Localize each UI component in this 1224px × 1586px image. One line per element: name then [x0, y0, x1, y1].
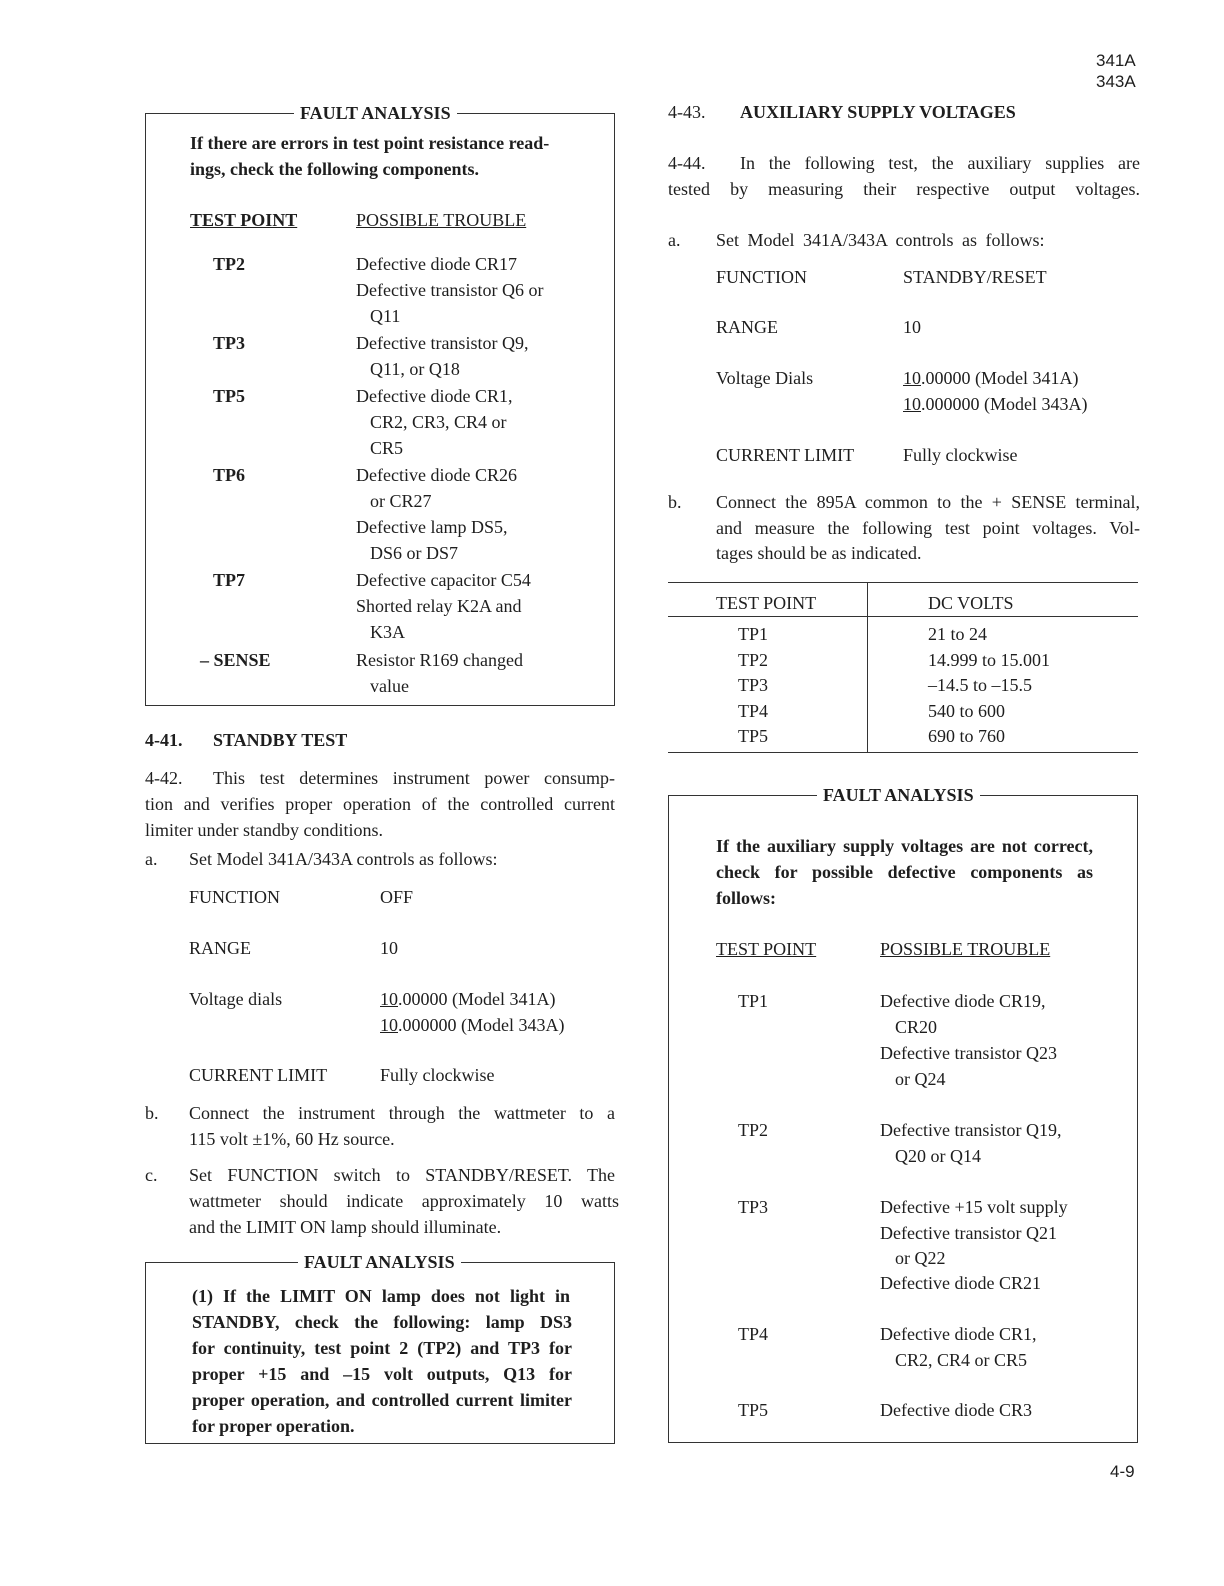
voltage-table-column-divider	[867, 582, 868, 752]
left-step-b-letter: b.	[145, 1103, 159, 1123]
para-4-42-line-1: This test determines instrument power consump-	[213, 768, 615, 788]
fault3-tp2-line-1: Defective transistor Q19,	[880, 1120, 1062, 1140]
right-function-label: FUNCTION	[716, 267, 808, 287]
right-step-b-letter: b.	[668, 492, 682, 512]
voltage-table-tp1: TP1	[738, 624, 769, 644]
fault3-tp5-line-1: Defective diode CR3	[880, 1400, 1032, 1420]
left-dials-prefix-1: 10	[380, 989, 398, 1009]
left-step-a-letter: a.	[145, 849, 158, 869]
left-range-value: 10	[380, 938, 398, 958]
right-dials-rest-1: .00000 (Model 341A)	[921, 368, 1079, 388]
voltage-table-header-dc-volts: DC VOLTS	[928, 593, 1014, 613]
fault3-tp3-line-1: Defective +15 volt supply	[880, 1197, 1068, 1217]
section-4-41-number: 4-41.	[145, 730, 183, 750]
fault1-tp7-line-1: Defective capacitor C54	[356, 570, 531, 590]
para-4-42-line-3: limiter under standby conditions.	[145, 820, 383, 840]
right-voltage-dials-value-1	[903, 366, 1078, 392]
left-step-c-line-3: and the LIMIT ON lamp should illuminate.	[189, 1217, 502, 1237]
fault3-tp3-line-4: Defective diode CR21	[880, 1273, 1041, 1293]
right-voltage-dials-value-2	[903, 392, 1087, 418]
voltage-table-tp3: TP3	[738, 675, 769, 695]
right-dials-prefix-1: 10	[903, 368, 921, 388]
fault3-intro-line-1: If the auxiliary supply voltages are not correct,	[716, 836, 1093, 856]
right-function-value: STANDBY/RESET	[903, 267, 1047, 287]
fault-analysis-title-2: FAULT ANALYSIS	[298, 1250, 461, 1274]
fault1-tp5-line-1: Defective diode CR1,	[356, 386, 513, 406]
fault1-tp2-line-2: Defective transistor Q6 or	[356, 280, 544, 300]
right-dials-rest-2: .000000 (Model 343A)	[921, 394, 1088, 414]
fault1-tp5-line-2: CR2, CR3, CR4 or	[370, 412, 507, 432]
fault3-tp1-line-4: or Q24	[895, 1069, 946, 1089]
para-4-42-line-2: tion and verifies proper operation of the controlled current	[145, 794, 615, 814]
fault1-intro-line-2: ings, check the following components.	[190, 159, 480, 179]
voltage-table-tp4-volts: 540 to 600	[928, 701, 1006, 721]
left-range-label: RANGE	[189, 938, 251, 958]
model-number-343a: 343A	[1096, 72, 1136, 91]
fault3-intro-line-3: follows:	[716, 888, 776, 908]
fault-analysis-title-3: FAULT ANALYSIS	[817, 783, 980, 807]
left-step-c-letter: c.	[145, 1165, 158, 1185]
voltage-table-bottom-rule	[668, 752, 1138, 753]
right-current-limit-value: Fully clockwise	[903, 445, 1018, 465]
right-step-b-line-3: tages should be as indicated.	[716, 543, 922, 563]
voltage-table-tp3-volts: –14.5 to –15.5	[928, 675, 1033, 695]
section-4-43-title: AUXILIARY SUPPLY VOLTAGES	[740, 102, 1016, 122]
para-4-44-number: 4-44.	[668, 153, 706, 173]
left-voltage-dials-value-1	[380, 987, 555, 1013]
voltage-table-tp5-volts: 690 to 760	[928, 726, 1006, 746]
fault3-tp4-line-2: CR2, CR4 or CR5	[895, 1350, 1028, 1370]
left-step-b-line-2: 115 volt ±1%, 60 Hz source.	[189, 1129, 395, 1149]
para-4-44-line-1: In the following test, the auxiliary supplies are	[740, 153, 1140, 173]
fault1-tp3-line-2: Q11, or Q18	[370, 359, 460, 379]
fault1-col-header-test-point: TEST POINT	[190, 210, 298, 230]
left-step-c-line-1: Set FUNCTION switch to STANDBY/RESET. The	[189, 1165, 615, 1185]
right-current-limit-label: CURRENT LIMIT	[716, 445, 855, 465]
fault2-line-5: proper operation, and controlled current limiter	[192, 1390, 572, 1410]
fault1-tp2-line-3: Q11	[370, 306, 401, 326]
fault3-tp4-line-1: Defective diode CR1,	[880, 1324, 1037, 1344]
voltage-table-header-test-point: TEST POINT	[716, 593, 817, 613]
section-4-41-title: STANDBY TEST	[213, 730, 348, 750]
fault1-tp6-line-3: Defective lamp DS5,	[356, 517, 508, 537]
left-step-a-text: Set Model 341A/343A controls as follows:	[189, 849, 498, 869]
right-voltage-dials-label: Voltage Dials	[716, 368, 814, 388]
left-dials-prefix-2: 10	[380, 1015, 398, 1035]
fault1-tp7: TP7	[213, 570, 246, 590]
right-step-a-letter: a.	[668, 230, 681, 250]
model-number-341a: 341A	[1096, 51, 1136, 70]
fault1-tp2-line-1: Defective diode CR17	[356, 254, 517, 274]
fault1-tp2: TP2	[213, 254, 246, 274]
fault1-tp5-line-3: CR5	[370, 438, 404, 458]
para-4-44-line-2: tested by measuring their respective output voltages.	[668, 179, 1140, 199]
fault3-col-header-possible-trouble: POSSIBLE TROUBLE	[880, 939, 1051, 959]
right-step-b-line-2: and measure the following test point voltages. Vol-	[716, 518, 1140, 538]
fault3-intro-line-2: check for possible defective components as	[716, 862, 1093, 882]
voltage-table-tp2: TP2	[738, 650, 769, 670]
fault1-intro-line-1: If there are errors in test point resistance read-	[190, 133, 550, 153]
voltage-table-tp4: TP4	[738, 701, 769, 721]
fault3-tp1-line-1: Defective diode CR19,	[880, 991, 1046, 1011]
fault2-line-2: STANDBY, check the following: lamp DS3	[192, 1312, 572, 1332]
left-function-value: OFF	[380, 887, 414, 907]
right-range-label: RANGE	[716, 317, 778, 337]
voltage-table-tp2-volts: 14.999 to 15.001	[928, 650, 1051, 670]
left-function-label: FUNCTION	[189, 887, 281, 907]
fault1-sense: – SENSE	[200, 650, 271, 670]
fault3-tp5: TP5	[738, 1400, 769, 1420]
fault3-tp1: TP1	[738, 991, 769, 1011]
voltage-table-tp1-volts: 21 to 24	[928, 624, 988, 644]
right-range-value: 10	[903, 317, 921, 337]
left-step-b-line-1: Connect the instrument through the wattmeter to a	[189, 1103, 615, 1123]
fault3-tp4: TP4	[738, 1324, 769, 1344]
fault1-tp5: TP5	[213, 386, 246, 406]
fault1-sense-line-2: value	[370, 676, 409, 696]
voltage-table-top-rule	[668, 582, 1138, 583]
fault1-tp3-line-1: Defective transistor Q9,	[356, 333, 529, 353]
fault3-tp1-line-3: Defective transistor Q23	[880, 1043, 1057, 1063]
fault1-tp6-line-4: DS6 or DS7	[370, 543, 459, 563]
fault1-tp6: TP6	[213, 465, 246, 485]
fault2-line-4: proper +15 and –15 volt outputs, Q13 for	[192, 1364, 572, 1384]
left-current-limit-value: Fully clockwise	[380, 1065, 495, 1085]
right-step-b-line-1: Connect the 895A common to the + SENSE terminal,	[716, 492, 1140, 512]
left-dials-rest-1: .00000 (Model 341A)	[398, 989, 556, 1009]
para-4-42-number: 4-42.	[145, 768, 183, 788]
section-4-43-number: 4-43.	[668, 102, 706, 122]
left-current-limit-label: CURRENT LIMIT	[189, 1065, 328, 1085]
fault1-tp7-line-3: K3A	[370, 622, 405, 642]
fault3-tp1-line-2: CR20	[895, 1017, 938, 1037]
fault3-col-header-test-point: TEST POINT	[716, 939, 817, 959]
right-step-a-text: Set Model 341A/343A controls as follows:	[716, 230, 1045, 250]
left-voltage-dials-value-2	[380, 1013, 564, 1039]
fault-analysis-title-1: FAULT ANALYSIS	[294, 101, 457, 125]
fault1-tp6-line-2: or CR27	[370, 491, 432, 511]
fault3-tp3-line-3: or Q22	[895, 1248, 946, 1268]
fault2-line-6: for proper operation.	[192, 1416, 355, 1436]
fault3-tp2: TP2	[738, 1120, 769, 1140]
fault1-col-header-possible-trouble: POSSIBLE TROUBLE	[356, 210, 527, 230]
fault2-line-1: (1) If the LIMIT ON lamp does not light in	[192, 1286, 570, 1306]
fault1-tp6-line-1: Defective diode CR26	[356, 465, 517, 485]
fault1-tp3: TP3	[213, 333, 246, 353]
left-voltage-dials-label: Voltage dials	[189, 989, 283, 1009]
left-dials-rest-2: .000000 (Model 343A)	[398, 1015, 565, 1035]
left-step-c-line-2: wattmeter should indicate approximately 10 watts	[189, 1191, 619, 1211]
page-number: 4-9	[1110, 1462, 1135, 1481]
fault1-tp7-line-2: Shorted relay K2A and	[356, 596, 522, 616]
fault3-tp3-line-2: Defective transistor Q21	[880, 1223, 1057, 1243]
voltage-table-tp5: TP5	[738, 726, 769, 746]
fault1-sense-line-1: Resistor R169 changed	[356, 650, 523, 670]
fault2-line-3: for continuity, test point 2 (TP2) and TP3 for	[192, 1338, 572, 1358]
fault3-tp2-line-2: Q20 or Q14	[895, 1146, 981, 1166]
fault3-tp3: TP3	[738, 1197, 769, 1217]
right-dials-prefix-2: 10	[903, 394, 921, 414]
